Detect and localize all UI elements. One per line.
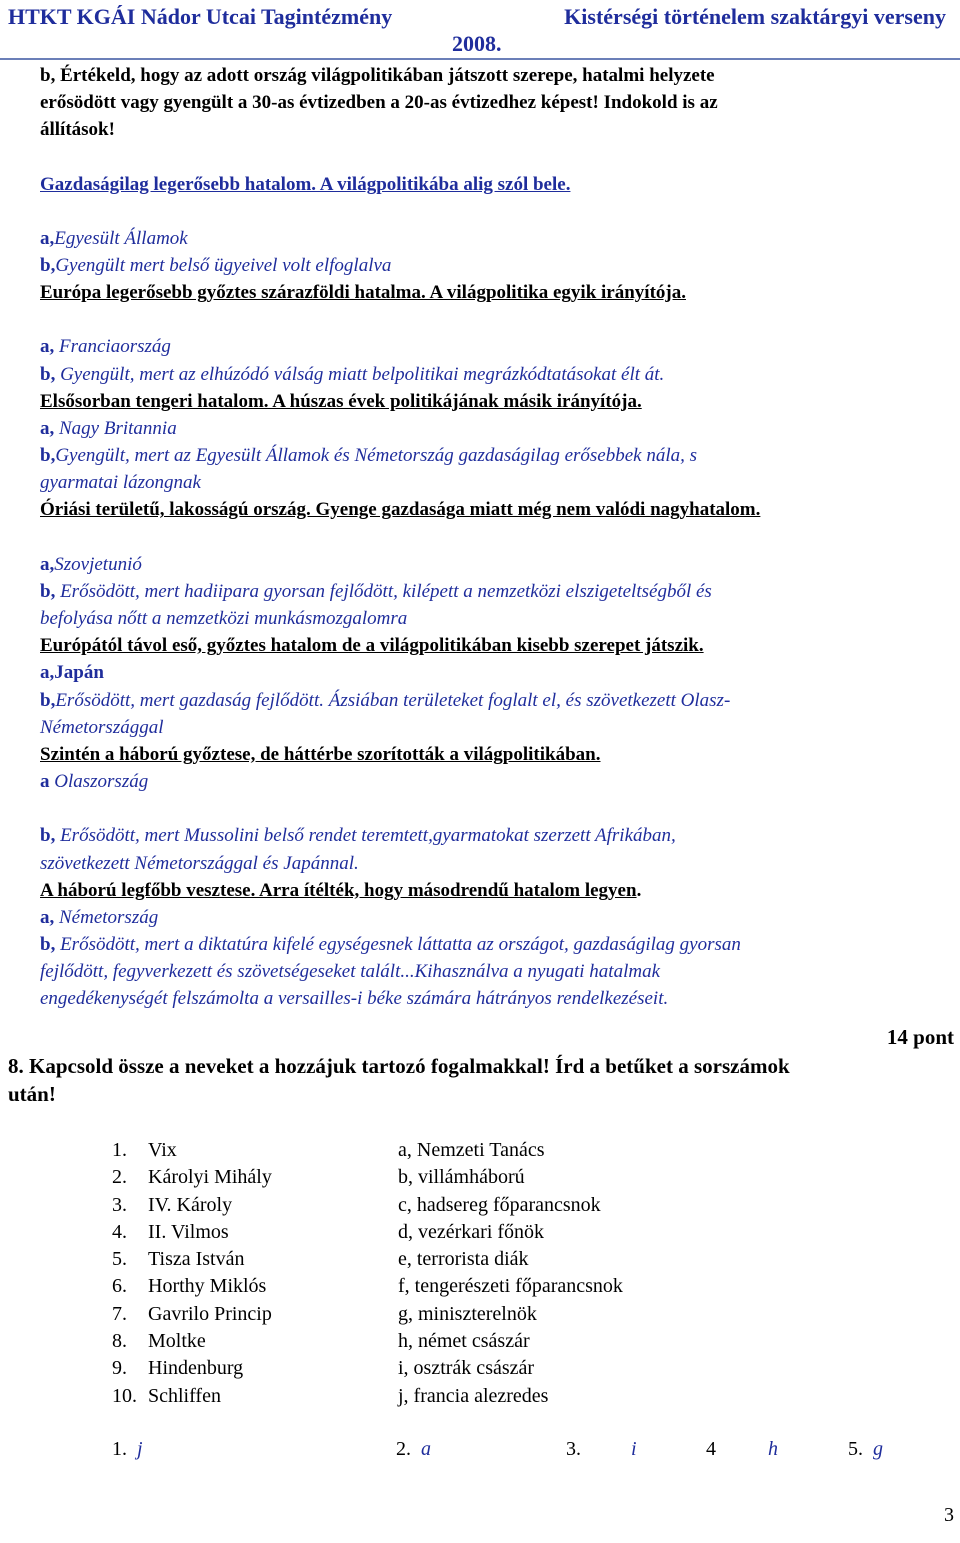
matching-term: h, német császár xyxy=(398,1330,530,1353)
matching-row xyxy=(112,1192,712,1219)
uk-answer-a: a, Nagy Britannia xyxy=(40,417,177,439)
matching-number: 5. xyxy=(112,1248,127,1271)
points-label: 14 pont xyxy=(886,1025,954,1049)
germany-answer-b: b, Erősödött, mert a diktatúra kifelé egységesnek láttatta az országot, gazdaságilag gyorsan xyxy=(40,934,741,956)
matching-term: a, Nemzeti Tanács xyxy=(398,1139,545,1161)
usa-heading: Gazdaságilag legerősebb hatalom. A világpolitikába alig szól bele. xyxy=(40,173,571,195)
matching-term: b, villámháború xyxy=(398,1166,525,1189)
matching-row xyxy=(112,1273,712,1300)
matching-name: Moltke xyxy=(148,1330,206,1353)
usa-answer-b: b,Gyengült mert belső ügyeivel volt elfoglalva xyxy=(40,254,392,276)
germany-answer-b-cont: fejlődött, fegyverkezett és szövetségeseket talált...Kihasználva a nyugati hatalmak xyxy=(40,961,660,983)
usa-answer-a: a,Egyesült Államok xyxy=(40,227,188,249)
page-number: 3 xyxy=(944,1504,954,1526)
matching-term: f, tengerészeti főparancsnok xyxy=(398,1275,623,1298)
question-b-line: állítások! xyxy=(40,119,115,141)
matching-number: 3. xyxy=(112,1193,127,1216)
header-competition: Kistérségi történelem szaktárgyi verseny xyxy=(564,4,946,29)
answer-item: 3. i xyxy=(566,1438,637,1460)
matching-term: g, miniszterelnök xyxy=(398,1302,537,1325)
matching-row xyxy=(112,1301,712,1328)
answer-item: 4 h xyxy=(706,1438,778,1460)
question-b-line: b, Értékeld, hogy az adott ország világpolitikában játszott szerepe, hatalmi helyzete xyxy=(40,65,715,86)
uk-answer-b-cont: gyarmatai lázongnak xyxy=(40,472,201,494)
matching-number: 8. xyxy=(112,1330,127,1353)
matching-number: 2. xyxy=(112,1166,127,1189)
matching-row xyxy=(112,1383,712,1410)
matching-term: e, terrorista diák xyxy=(398,1248,529,1271)
ussr-heading: Óriási területű, lakosságú ország. Gyenge gazdasága miatt még nem valódi nagyhatalom. xyxy=(40,499,761,521)
matching-term: j, francia alezredes xyxy=(398,1384,549,1407)
task-8-line: után! xyxy=(8,1082,56,1106)
answer-item: 2. a xyxy=(396,1438,431,1460)
matching-name: Gavrilo Princip xyxy=(148,1302,272,1325)
task-8-line: 8. Kapcsold össze a neveket a hozzájuk tartozó fogalmakkal! Írd a betűket a sorszámok xyxy=(8,1054,790,1078)
matching-number: 10. xyxy=(112,1384,137,1407)
italy-heading: Szintén a háború győztese, de háttérbe szorították a világpolitikában. xyxy=(40,743,601,765)
page-header xyxy=(0,0,960,60)
answer-row xyxy=(0,1438,960,1466)
matching-table xyxy=(112,1137,712,1410)
france-heading: Európa legerősebb győztes szárazföldi hatalma. A világpolitika egyik irányítója. xyxy=(40,282,686,304)
question-b-line: erősödött vagy gyengült a 30-as évtizedben a 20-as évtizedhez képest! Indokold is az xyxy=(40,92,718,114)
germany-answer-a: a, Németország xyxy=(40,906,159,928)
header-school: HTKT KGÁI Nádor Utcai Tagintézmény xyxy=(8,4,393,29)
germany-answer-b-cont: engedékenységét felszámolta a versailles-i béke számára hátrányos rendelkezéseit. xyxy=(40,988,669,1010)
uk-heading: Elsősorban tengeri hatalom. A húszas évek politikájának másik irányítója. xyxy=(40,390,642,412)
matching-row xyxy=(112,1246,712,1273)
uk-answer-b: b,Gyengült, mert az Egyesült Államok és Németország gazdaságilag erősebbek nála, s xyxy=(40,445,698,467)
question-body xyxy=(40,62,940,1013)
italy-answer-b: b, Erősödött, mert Mussolini belső rendet teremtett,gyarmatokat szerzett Afrikában, xyxy=(40,825,676,847)
matching-name: II. Vilmos xyxy=(148,1220,229,1243)
japan-answer-b-cont: Németországgal xyxy=(40,716,164,738)
answer-item: 1. j xyxy=(112,1438,143,1460)
ussr-answer-a: a,Szovjetunió xyxy=(40,553,142,575)
ussr-answer-b: b, Erősödött, mert hadiipara gyorsan fejlődött, kilépett a nemzetközi elszigeteltségből és xyxy=(40,580,712,602)
japan-heading: Európától távol eső, győztes hatalom de a világpolitikában kisebb szerepet játszik. xyxy=(40,635,704,657)
header-year: 2008. xyxy=(452,31,502,56)
matching-row xyxy=(112,1328,712,1355)
japan-answer-b: b,Erősödött, mert gazdaság fejlődött. Ázsiában területeket foglalt el, és szövetkezett Olasz- xyxy=(40,689,731,711)
italy-answer-b-cont: szövetkezett Németországgal és Japánnal. xyxy=(40,852,359,874)
matching-number: 9. xyxy=(112,1357,127,1380)
matching-name: IV. Károly xyxy=(148,1193,233,1216)
matching-term: i, osztrák császár xyxy=(398,1357,535,1380)
matching-term: c, hadsereg főparancsnok xyxy=(398,1193,601,1216)
answer-item: 5. g xyxy=(848,1438,883,1460)
matching-number: 6. xyxy=(112,1275,127,1298)
matching-number: 4. xyxy=(112,1220,127,1243)
matching-number: 1. xyxy=(112,1139,127,1161)
germany-heading: A háború legfőbb vesztese. Arra ítélték, hogy másodrendű hatalom legyen. xyxy=(40,879,642,901)
task-8-heading xyxy=(8,1052,908,1108)
matching-name: Schliffen xyxy=(148,1384,221,1407)
italy-answer-a: a Olaszország xyxy=(40,771,149,793)
matching-name: Hindenburg xyxy=(148,1357,244,1380)
matching-row xyxy=(112,1355,712,1382)
matching-name: Károlyi Mihály xyxy=(148,1166,272,1189)
matching-name: Tisza István xyxy=(148,1248,245,1271)
matching-row xyxy=(112,1164,712,1191)
ussr-answer-b-cont: befolyása nőtt a nemzetközi munkásmozgalomra xyxy=(40,608,408,629)
matching-name: Horthy Miklós xyxy=(148,1275,267,1298)
matching-term: d, vezérkari főnök xyxy=(398,1220,545,1243)
matching-row xyxy=(112,1219,712,1246)
france-answer-a: a, Franciaország xyxy=(40,336,171,358)
matching-number: 7. xyxy=(112,1302,127,1325)
japan-answer-a: a,Japán xyxy=(40,662,104,684)
france-answer-b: b, Gyengült, mert az elhúzódó válság miatt belpolitikai megrázkódtatásokat élt át. xyxy=(40,363,665,385)
matching-name: Vix xyxy=(148,1139,177,1161)
matching-row xyxy=(112,1137,712,1164)
header-rule xyxy=(0,58,960,60)
